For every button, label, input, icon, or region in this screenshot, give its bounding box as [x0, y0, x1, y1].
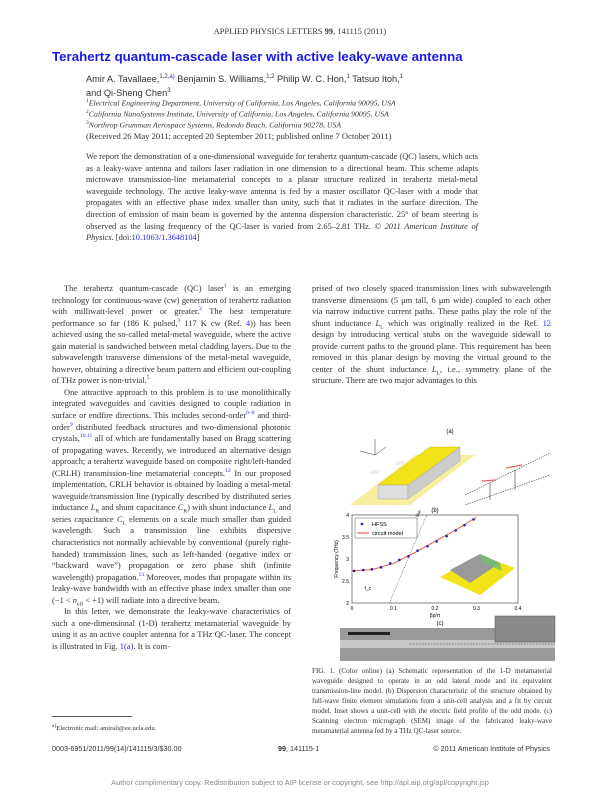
affiliation-number: 2 [86, 109, 89, 115]
x-tick-label: 0.1 [390, 606, 397, 612]
math-variable: $C_R$ [177, 502, 188, 516]
affiliation-text: California NanoSystems Institute, University of California, Los Angeles, California 90095, USA [88, 109, 389, 119]
text-run: design by introducing vertical stubs on the waveguide sidewall to provide current paths to the ground plane. This requirement has been removed in this planar design by moving the virtual ground to the center of the shunt inductance [312, 329, 551, 374]
hfss-data-point [463, 524, 466, 527]
journal-issue: , 141115 (2011) [333, 27, 387, 36]
text-run: . It is com- [133, 640, 170, 651]
author-affiliation-mark: 1 [399, 74, 404, 80]
hfss-data-point [454, 529, 457, 532]
text-run: One attractive approach to this problem is to use monolithically integrated waveguides and cavities designed to couple radiation in surface or endfire directions. This includes second-order [52, 386, 291, 421]
text-run: < +1) will radiate into a directive beam. [83, 594, 220, 605]
text-run: which was originally realized in the Ref. [383, 317, 543, 328]
paper-title: Terahertz quantum-cascade laser with active leaky-wave antenna [52, 49, 463, 64]
math-variable: $L_L$ [431, 363, 440, 377]
footnote-link[interactable]: a) [169, 74, 175, 80]
journal-header [0, 27, 600, 36]
scale-bar [348, 632, 390, 635]
text-run: The best temperature performance so far (186 K pulsed, [52, 306, 291, 328]
footer-issn: 0003-6951/2011/99(14)/141115/3/$30.00 [52, 744, 182, 753]
x-axis-label: βp/π [429, 613, 441, 619]
reference-link[interactable]: 3 [177, 317, 181, 324]
footer-page [278, 744, 319, 753]
text-run: , i.e., symmetry plane of the structure. There are two major advantages to this [312, 363, 551, 386]
author: Benjamin S. Williams, [174, 74, 267, 85]
slot [370, 470, 380, 474]
reference-link[interactable]: 2 [199, 306, 203, 313]
math-variable: $L_R$ [90, 502, 100, 516]
text-run: prised of two closely spaced transmission lines with subwavelength transverse dimensions (5 μm tall, 6 μm wide) coupled to each other via narrow inductive current paths. These paths play the role of the shunt inductance [312, 283, 551, 328]
reference-link[interactable]: 12 [225, 467, 231, 474]
hfss-data-point [398, 559, 401, 562]
abstract [86, 151, 478, 244]
author: Philip W. C. Hon, [274, 74, 347, 85]
affiliation [86, 118, 341, 131]
text-run: and shunt capacitance [99, 502, 178, 513]
text-run: 117 K cw (Ref. [180, 317, 246, 328]
author-affiliation-mark: 1,2 [266, 74, 275, 80]
affiliation-number: 1 [86, 98, 89, 104]
reference-link[interactable]: 1 [223, 283, 227, 290]
affiliation-text: Electrical Engineering Department, University of California, Los Angeles, California 90095, USA [88, 98, 396, 108]
waveguide-side [378, 485, 408, 499]
hfss-data-point [445, 535, 448, 538]
reference-link[interactable]: 9 [69, 421, 73, 428]
x-tick-label: 0.3 [473, 606, 480, 612]
reference-link[interactable]: 13 [138, 571, 145, 578]
hfss-data-point [353, 570, 356, 573]
text-run: ) with shunt inductance [187, 502, 269, 513]
text-run: and series capacitance [52, 502, 291, 524]
legend-circuit-label: circuit model [372, 531, 403, 537]
journal-name: APPLIED PHYSICS LETTERS [213, 27, 325, 36]
doi-label: [doi: [113, 233, 132, 243]
text-run: )) has been achieved using the so-called metal-metal waveguide, where the active gain material is sandwiched between metal cladding layers. Due to the subwavelength transverse dimensions of the metal-metal waveguide, however, obtaining a directive beam pattern and efficient out-coupling of THz power is non-trivial. [52, 317, 291, 386]
paragraph [52, 387, 291, 606]
y-tick-label: 3.5 [342, 535, 349, 541]
footer-volume: 99 [278, 744, 286, 753]
doi-bracket: ] [196, 233, 200, 243]
text-run: elements on a scale much smaller than guided wavelength. Such a transmission line exhibits dispersive characteristics not normally achievable by conventional (purely right-handed) transmission lines, such as left-handed (negative index or “backward wave”) propagation or zero phase shift (infinite wavelength) propagation. [52, 513, 291, 582]
affiliation-number: 3 [86, 120, 89, 126]
y-tick-label: 4 [346, 513, 349, 519]
hfss-data-point [380, 566, 383, 569]
figure-1-graphic [330, 425, 560, 665]
author-affiliation-mark: 1 [346, 74, 350, 80]
text-run: Moreover, modes that propagate within its leaky-wave bandwidth with an effective phase index smaller than one (−1 < [52, 571, 291, 605]
text-run: In this letter, we demonstrate the leaky-wave characteristics of such a one-dimensional (1-D) terahertz metamaterial waveguide by using it as an active coupler antenna for a THz QC-laser. The concept is illustrated in Fig. [52, 606, 291, 651]
text-run: The terahertz quantum-cascade (QC) laser [64, 283, 224, 293]
math-variable: $n_{eff}$ [72, 594, 84, 608]
hfss-data-point [371, 568, 374, 571]
panel-a-label: (a) [446, 429, 454, 435]
x-tick-label: 0.4 [514, 606, 522, 612]
math-variable: $L_L$ [375, 317, 384, 331]
y-tick-label: 3 [346, 557, 349, 563]
reference-link[interactable]: 12 [542, 317, 551, 328]
footer-page-number: , 141115-1 [286, 744, 320, 753]
y-axis-label: Frequency (THz) [334, 540, 340, 578]
hfss-data-point [416, 549, 419, 552]
hfss-data-point [426, 545, 429, 548]
paragraph [52, 283, 291, 387]
body-left-column [52, 283, 291, 653]
dispersion-plot [334, 509, 522, 619]
text-run: In our proposed implementation, CRLH behavior is obtained by loading a metal-metal waveguide/transmission line (typically described by distributed series inductance [52, 467, 291, 513]
paragraph [52, 606, 291, 652]
reference-link[interactable]: 5 [146, 375, 150, 382]
reference-link[interactable]: 4 [245, 317, 251, 328]
circuit-model [465, 453, 550, 505]
paragraph [312, 283, 551, 387]
received-dates: (Received 26 May 2011; accepted 20 September 2011; published online 7 October 2011) [86, 131, 392, 141]
abstract-copyright: © 2011 American Institute of Physics. [86, 221, 478, 243]
author: and Qi-Sheng Chen [86, 88, 168, 99]
text-run: is an emerging technology for continuous-wave (cw) generation of terahertz radiation with milliwatt-level power or greater. [52, 283, 291, 317]
author: Amir A. Tavallaee, [86, 74, 160, 85]
reference-link[interactable]: 10,11 [79, 433, 93, 440]
math-variable: $C_L$ [116, 513, 126, 527]
y-tick-label: 2.5 [342, 579, 349, 585]
text-run: distributed feedback structures and two-dimensional photonic crystals, [52, 421, 291, 444]
doi-link[interactable]: 10.1063/1.3648104 [131, 233, 197, 243]
sem-inset [495, 616, 555, 642]
author-affiliation-mark: 1,2, [159, 74, 170, 80]
y-tick-label: 2 [346, 601, 349, 607]
x-tick-label: 0.2 [431, 606, 439, 612]
text-run: and third-order [52, 410, 291, 432]
sem-image [340, 616, 555, 661]
fc-label: f_c [364, 585, 372, 592]
affiliation-text: Northrop Grumman Aerospace Systems, Redondo Beach, California 90278, USA [88, 120, 342, 130]
waveguide-schematic [350, 439, 475, 505]
body-right-column [312, 283, 551, 387]
math-variable: $L_L$ [268, 502, 277, 516]
panel-b-label: (b) [431, 508, 439, 514]
reference-link[interactable]: 1(a) [119, 640, 134, 651]
hfss-data-point [435, 540, 438, 543]
hfss-data-point [407, 555, 410, 558]
hfss-data-point [472, 518, 475, 521]
footnote-email: Electronic mail: amirali@ee.ucla.edu. [56, 725, 157, 733]
x-tick-label: 0 [350, 606, 354, 612]
figure-1 [330, 425, 560, 665]
footnote [52, 723, 156, 732]
legend-hfss-label: HFSS [372, 522, 387, 528]
footnote-divider [52, 716, 132, 717]
author-affiliation-mark: 3 [167, 88, 171, 95]
hfss-data-point [389, 562, 392, 565]
legend-hfss-marker [361, 523, 364, 526]
footer-copyright: © 2011 American Institute of Physics [433, 744, 550, 753]
axes-icon [360, 439, 386, 455]
panel-c-label: (c) [436, 621, 444, 627]
journal-volume: 99 [324, 27, 334, 36]
author-copy-notice: Author complimentary copy. Redistribution subject to AIP license or copyright, see http://apl.aip.org/apl/copyright.jsp [111, 778, 489, 787]
text-run: all of which are fundamentally based on Bragg scattering of propagating waves. Recently, we introduced an alternative design approach; a terahertz waveguide based on composite right/left-handed (CRLH) transmission-line metamaterial concepts. [52, 433, 291, 478]
hfss-data-point [362, 569, 365, 572]
author: Tatsuo Itoh, [349, 74, 400, 85]
reference-link[interactable]: 6–8 [246, 410, 255, 417]
abstract-text: We report the demonstration of a one-dimensional waveguide for terahertz quantum-cascade (QC) lasers, which acts as a leaky-wave antenna and tailors laser radiation in one dimension to a directional beam. This scheme adapts microwave transmission-line metamaterial concepts to a planar structure realized in terahertz metal-metal waveguide technology. The active leaky-wave antenna is fed by a master oscillator QC-laser with a mode that propagates with an effective phase index smaller than unity, such that it radiates in the surface direction. The direction of emission of main beam is governed by the antenna dispersion characteristic. 25° of beam steering is observed as the lasing frequency of the QC-laser is varied from 2.65–2.81 THz. [86, 152, 478, 231]
light-line-label: line [414, 509, 423, 518]
footnote-mark: a) [52, 723, 57, 729]
figure-caption: FIG. 1. (Color online) (a) Schematic representation of the 1-D metamaterial waveguide designed to operate in an odd lateral mode and its equivalent transmission-line model. (b) Dispersion characteristic of the structure obtained by full-wave finite element simulations from a unit-cell analysis and a fit by circuit model. Inset shows a unit-cell with the electric field profile of the odd mode. (c) Scanning electron micrograph (SEM) image of the fabricated leaky-wave metamaterial antenna fed by a THz QC-laser source. [312, 667, 552, 735]
